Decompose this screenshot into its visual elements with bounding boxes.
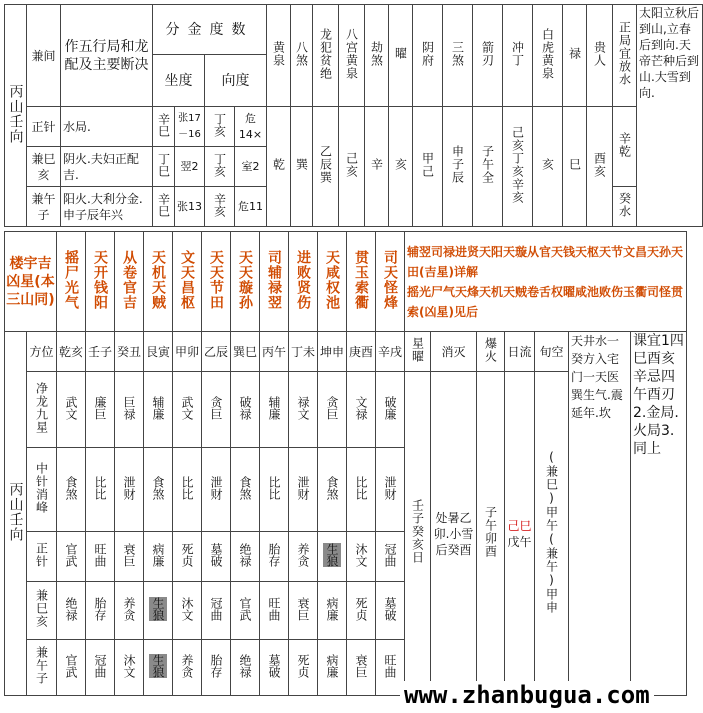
zhongzhen-10: 比比 [347,448,376,532]
jinglong-11: 破廉 [376,372,405,448]
jianwu-4: 养贪 [173,640,202,696]
header-xunkong: 旬空 [535,332,569,372]
site-watermark: www.zhanbugua.com [400,681,654,709]
riliu-val [505,372,535,696]
header-col-4: 劫煞 [365,5,389,107]
dir-7: 丙午 [260,332,289,372]
jianwu-5: 胎存 [202,640,231,696]
jiansi-4: 沐文 [173,582,202,640]
merged-11: 巳 [563,107,587,227]
star-8: 进败贤伤 [289,232,318,332]
fangshui-0: 辛乾 [613,107,637,187]
merged-3: 己亥 [339,107,365,227]
jiansi-2: 养贪 [115,582,144,640]
jinglong-2: 巨禄 [115,372,144,448]
star-6: 天天璇孙 [231,232,260,332]
jianwu-10: 衰巨 [347,640,376,696]
summary-bad: 摇光尸气天烽天机天贼卷舌权曜咸池败伤玉衢司怪贯索(凶星)见后 [407,284,684,319]
jiansi-5: 冠曲 [202,582,231,640]
header-col-2: 龙犯贫绝 [313,5,339,107]
zhongzhen-1: 比比 [86,448,115,532]
dir-6: 巽巳 [231,332,260,372]
label-zhongzhen: 中针消峰 [27,448,57,532]
label-fangwei: 方位 [27,332,57,372]
zhengzhen-9: 生狼 [318,532,347,582]
dir-9: 坤申 [318,332,347,372]
riliu-a: 己巳 [507,518,532,533]
summary-good: 辅翌司禄进贤天阳天璇从官天钱天枢天节文昌天孙天田(吉星)详解 [407,244,684,279]
sun-notes: 太阳立秋后到山,立春后到向.天帝芒种后到山.大雪到向. [637,5,703,227]
row-method-0: 水局. [61,107,153,147]
jinglong-4: 武文 [173,372,202,448]
header-col-5: 曜 [389,5,413,107]
zhongzhen-11: 泄财 [376,448,405,532]
zhengzhen-10: 沐文 [347,532,376,582]
merged-2: 乙辰巽 [313,107,339,227]
jianwu-2: 沐文 [115,640,144,696]
row-x2-2: 危11 [235,187,267,227]
row-jian-0: 正针 [27,107,61,147]
star-summary [405,232,687,332]
star-table [4,231,687,696]
merged-4: 辛 [365,107,389,227]
merged-1: 巽 [291,107,313,227]
dir-5: 乙辰 [202,332,231,372]
jianwu-6: 绝禄 [231,640,260,696]
label-jinglong: 净龙九星 [27,372,57,448]
row-jian-1: 兼巳亥 [27,147,61,187]
jinglong-0: 武文 [57,372,86,448]
row-x2-0: 危14× [235,107,267,147]
zhongzhen-9: 食煞 [318,448,347,532]
header-jianjian: 兼间 [27,5,61,107]
dir-11: 辛戌 [376,332,405,372]
star-4: 文天昌枢 [173,232,202,332]
mountain-label-2: 丙山壬向 [5,332,27,696]
merged-7: 申子辰 [443,107,473,227]
star-0: 摇尸光气 [57,232,86,332]
zhengzhen-6: 绝禄 [231,532,260,582]
baohuo-val: 子午卯酉 [477,372,505,696]
merged-0: 乾 [267,107,291,227]
zhongzhen-6: 食煞 [231,448,260,532]
zhongzhen-4: 比比 [173,448,202,532]
zhengzhen-3: 病廉 [144,532,173,582]
header-xiaomie: 消灭 [431,332,477,372]
jianwu-9: 病廉 [318,640,347,696]
dir-4: 甲卯 [173,332,202,372]
jinglong-9: 贪巨 [318,372,347,448]
dir-1: 壬子 [86,332,115,372]
jiansi-0: 绝禄 [57,582,86,640]
jinglong-3: 辅廉 [144,372,173,448]
label-jianwu: 兼午子 [27,640,57,696]
jiansi-10: 死贞 [347,582,376,640]
header-col-9: 冲丁 [503,5,533,107]
jianwu-11: 旺曲 [376,640,405,696]
jianwu-7: 墓破 [260,640,289,696]
row-method-1: 阴火.夫妇正配吉. [61,147,153,187]
row-z1-0: 辛巳 [153,107,175,147]
header-col-7: 三煞 [443,5,473,107]
row-x1-2: 辛亥 [205,187,235,227]
row-z1-2: 辛巳 [153,187,175,227]
star-2: 从卷官吉 [115,232,144,332]
merged-5: 亥 [389,107,413,227]
zhengzhen-11: 冠曲 [376,532,405,582]
jiansi-11: 墓破 [376,582,405,640]
header-col-11: 禄 [563,5,587,107]
jianwu-3: 生狼 [144,640,173,696]
star-label: 楼宇吉凶星(本三山同) [5,232,57,332]
star-5: 天天节田 [202,232,231,332]
header-method: 作五行局和龙配及主要断决 [61,5,153,107]
header-col-0: 黄泉 [267,5,291,107]
row-z2-0: 张17－16 [175,107,205,147]
zhongzhen-3: 食煞 [144,448,173,532]
star-9: 天咸权池 [318,232,347,332]
header-col-13: 正局宜放水 [613,5,637,107]
header-baohuo: 爆火 [477,332,505,372]
header-col-12: 贵人 [587,5,613,107]
dir-3: 艮寅 [144,332,173,372]
label-zhengzhen: 正针 [27,532,57,582]
jinglong-7: 辅廉 [260,372,289,448]
zhongzhen-2: 泄财 [115,448,144,532]
zhengzhen-1: 旺曲 [86,532,115,582]
merged-6: 甲己 [413,107,443,227]
zhengzhen-2: 衰巨 [115,532,144,582]
zhengzhen-7: 胎存 [260,532,289,582]
header-riliu: 日流 [505,332,535,372]
jinglong-10: 文禄 [347,372,376,448]
course-notes: 课宜1四巳酉亥辛忌四午酉刃2.金局.火局3.同上 [631,332,687,696]
label-jiansi: 兼巳亥 [27,582,57,640]
merged-10: 亥 [533,107,563,227]
row-z2-1: 翌2 [175,147,205,187]
zhengzhen-8: 养贪 [289,532,318,582]
zhengzhen-4: 死贞 [173,532,202,582]
jinglong-8: 禄文 [289,372,318,448]
row-x2-1: 室2 [235,147,267,187]
header-zuodu: 坐度 [153,55,205,107]
star-7: 司辅禄翌 [260,232,289,332]
zhengzhen-5: 墓破 [202,532,231,582]
jinglong-1: 廉巨 [86,372,115,448]
mountain-label: 丙山壬向 [5,5,27,227]
jiansi-9: 病廉 [318,582,347,640]
star-1: 天开钱阳 [86,232,115,332]
header-fenjin: 分金度数 [153,5,267,55]
zhongzhen-0: 食煞 [57,448,86,532]
header-col-10: 白虎黄泉 [533,5,563,107]
row-z1-1: 丁巳 [153,147,175,187]
jinglong-6: 破禄 [231,372,260,448]
fangshui-1: 癸水 [613,187,637,227]
jianwu-0: 官武 [57,640,86,696]
star-11: 司天怪烽 [376,232,405,332]
zhongzhen-8: 泄财 [289,448,318,532]
jianwu-8: 死贞 [289,640,318,696]
jiansi-6: 官武 [231,582,260,640]
dir-0: 乾亥 [57,332,86,372]
header-col-8: 箭刃 [473,5,503,107]
jianwu-1: 冠曲 [86,640,115,696]
zhengzhen-0: 官武 [57,532,86,582]
jinglong-5: 贪巨 [202,372,231,448]
star-3: 天机天贼 [144,232,173,332]
fenjin-table [4,4,703,227]
header-xingyao: 星曜 [405,332,431,372]
dir-8: 丁未 [289,332,318,372]
row-jian-2: 兼午子 [27,187,61,227]
jiansi-8: 衰巨 [289,582,318,640]
riliu-b: 戊午 [507,534,532,549]
merged-9: 己亥丁亥辛亥 [503,107,533,227]
jiansi-3: 生狼 [144,582,173,640]
dir-2: 癸丑 [115,332,144,372]
merged-8: 子午全 [473,107,503,227]
xiaomie-val: 处暑乙卯.小雪后癸酉 [431,372,477,696]
merged-12: 酉亥 [587,107,613,227]
jiansi-1: 胎存 [86,582,115,640]
zhongzhen-7: 比比 [260,448,289,532]
jiansi-7: 旺曲 [260,582,289,640]
header-col-1: 八煞 [291,5,313,107]
star-10: 贯玉索衢 [347,232,376,332]
row-x1-1: 丁亥 [205,147,235,187]
xingyao-val: 壬子癸亥日 [405,372,431,696]
row-x1-0: 丁亥 [205,107,235,147]
xunkong-val: (兼巳)甲午(兼午)甲申 [535,372,569,696]
row-method-2: 阳火.大利分金.申子辰年兴 [61,187,153,227]
header-col-3: 八宫黄泉 [339,5,365,107]
zhongzhen-5: 泄财 [202,448,231,532]
dir-10: 庚酉 [347,332,376,372]
row-z2-2: 张13 [175,187,205,227]
header-xiangdu: 向度 [205,55,267,107]
right-notes: 天井水一癸方入宅门一天医巽生气.震延年.坎 [569,332,631,696]
header-col-6: 阴府 [413,5,443,107]
